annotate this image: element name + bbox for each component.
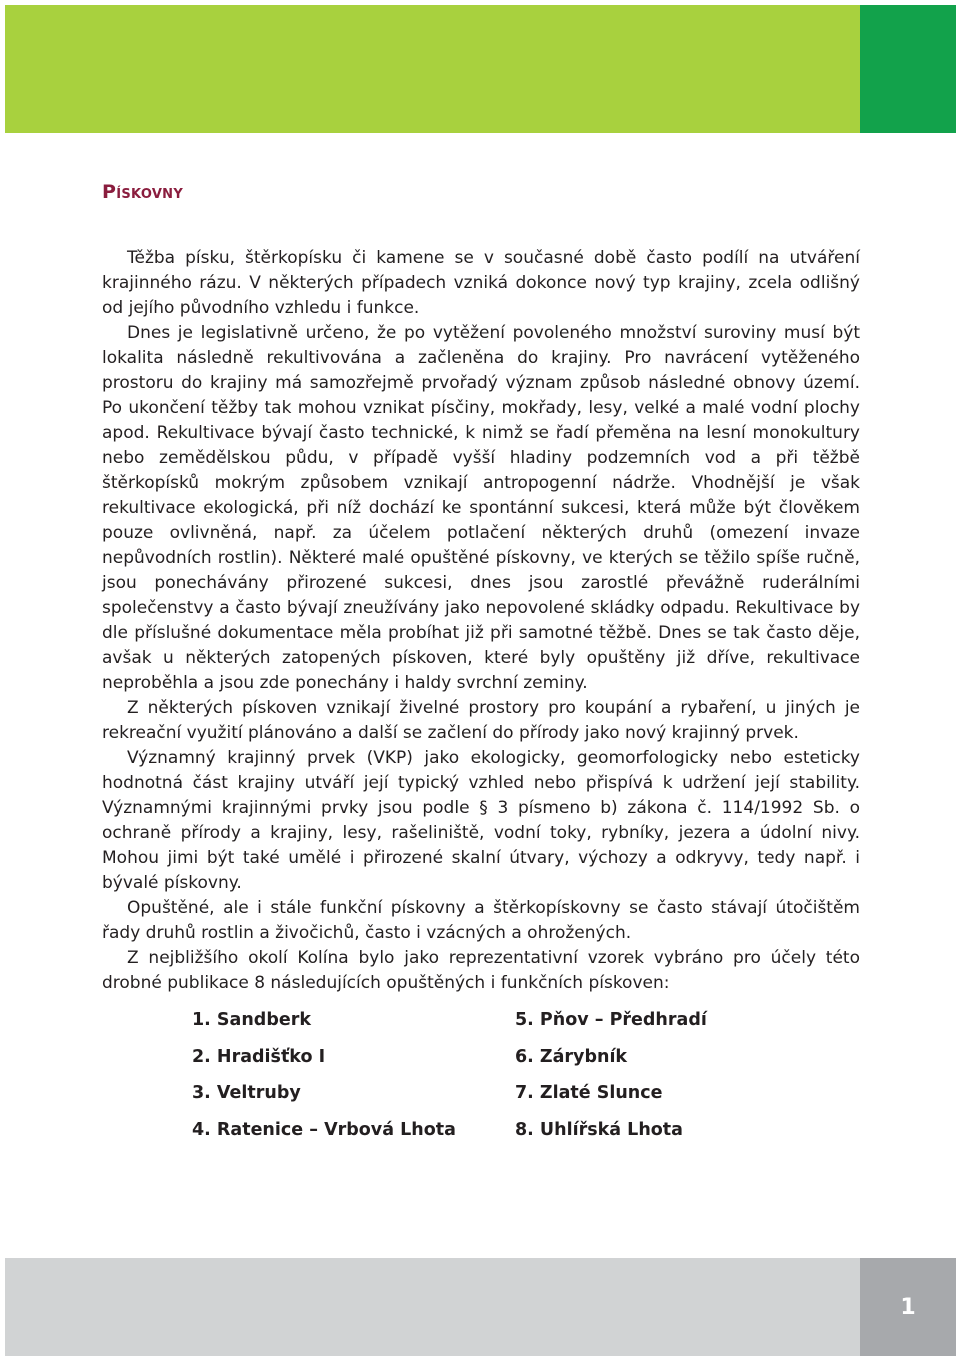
footer-band — [5, 1258, 860, 1356]
list-item: 3. Veltruby — [192, 1083, 301, 1103]
header-band — [5, 5, 860, 133]
paragraph: Opuštěné, ale i stále funkční pískovny a štěrkopískovny se často stávají útočištěm řady druhů rostlin a živočichů, často i vzácných a ohrožených. — [102, 898, 860, 943]
list-item: 2. Hradišťko I — [192, 1046, 326, 1067]
paragraph: Významný krajinný prvek (VKP) jako ekologicky, geomorfologicky nebo esteticky hodnotná část krajiny utváří její typický vzhled nebo přispívá k udržení její stability. Významnými krajinnými prvky jsou podle § 3 písmeno b) zákona č. 114/1992 Sb. o ochraně přírody a krajiny, lesy, rašeliniště, vodní toky, rybníky, jezera a údolní nivy. Mohou jimi být také umělé i přirozené skalní útvary, výchozy a odkryvy, tedy např. i bývalé pískovny. — [102, 748, 860, 893]
paragraph: Těžba písku, štěrkopísku či kamene se v současné době často podílí na utváření krajinného rázu. V některých případech vzniká dokonce nový typ krajiny, zcela odlišný od jejího původního vzhledu i funkce. — [102, 248, 860, 318]
list-item: 1. Sandberk — [192, 1010, 311, 1030]
page-number: 1 — [900, 1294, 916, 1320]
page-number-tab — [860, 1258, 956, 1356]
list-item: 7. Zlaté Slunce — [515, 1083, 663, 1103]
paragraph: Z některých pískoven vznikají živelné prostory pro koupání a rybaření, u jiných je rekreační využití plánováno a další se začlení do přírody jako nový krajinný prvek. — [102, 698, 860, 743]
sites-list-left — [192, 1008, 456, 1154]
paragraph: Z nejbližšího okolí Kolína bylo jako reprezentativní vzorek vybráno pro účely této drobné publikace 8 následujících opuštěných i funkčních pískoven: — [102, 948, 860, 993]
list-item: 5. Pňov – Předhradí — [515, 1010, 707, 1030]
list-item: 6. Zárybník — [515, 1046, 628, 1067]
header-tab — [860, 5, 956, 133]
page-title: Pískovny — [102, 181, 184, 203]
paragraph: Dnes je legislativně určeno, že po vytěžení povoleného množství suroviny musí být lokalita následně rekultivována a začleněna do krajiny. Pro navrácení vytěženého prostoru do krajiny má samozřejmě prvořadý význam způsob následné obnovy území. Po ukončení těžby tak mohou vznikat písčiny, mokřady, lesy, velké a malé vodní plochy apod. Rekultivace bývají často technické, k nimž se řadí přeměna na lesní monokultury nebo zemědělskou půdu, v případě vyšší hladiny podzemních vod a při těžbě štěrkopísků mokrým způsobem vznikají antropogenní nádrže. Vhodnější je však rekultivace ekologická, při níž dochází ke spontánní sukcesi, která může být člověkem pouze ovlivněná, např. za účelem potlačení některých druhů (omezení invaze nepůvodních rostlin). Některé malé opuštěné pískovny, ve kterých se těžilo spíše ručně, jsou ponechávány přirozené sukcesi, dnes jsou zarostlé převážně ruderálními společenstvy a často bývají zneužívány jako nepovolené skládky odpadu. Rekultivace by dle příslušné dokumentace měla probíhat již při samotné těžbě. Dnes se tak často děje, avšak u některých zatopených pískoven, které byly opuštěny již dříve, rekultivace neproběhla a jsou zde ponechány i haldy svrchní zeminy. — [102, 323, 860, 693]
body-text — [102, 246, 860, 996]
list-item: 8. Uhlířská Lhota — [515, 1119, 683, 1140]
sites-list-right — [515, 1008, 707, 1154]
list-item: 4. Ratenice – Vrbová Lhota — [192, 1119, 456, 1140]
